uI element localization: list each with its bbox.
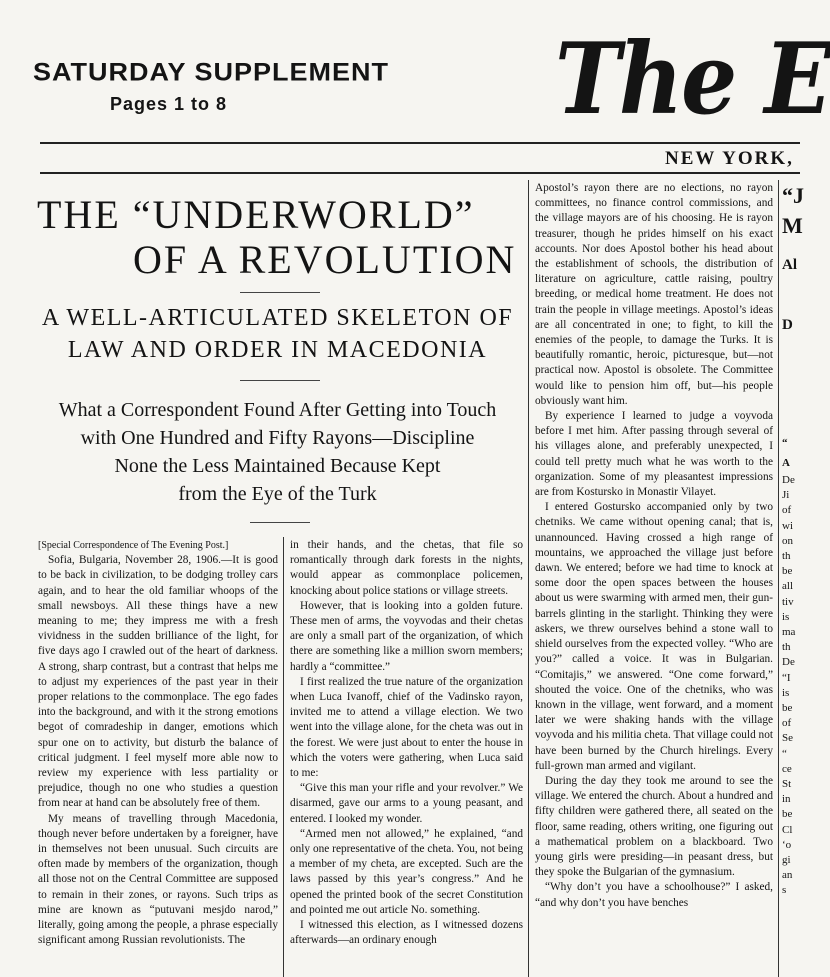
headline-rule xyxy=(240,292,320,293)
fragment-top-3: Al xyxy=(782,257,797,273)
fragment-side-line: “I xyxy=(782,671,791,684)
right-edge-fragments xyxy=(782,183,804,977)
correspondence-credit: [Special Correspondence of The Evening Post.] xyxy=(38,540,229,551)
fragment-side-line: an xyxy=(782,869,793,882)
column-divider-lower xyxy=(283,537,284,977)
article-column-3 xyxy=(535,181,773,977)
fragment-top-6: A xyxy=(782,457,790,469)
fragment-side-list xyxy=(782,473,800,899)
fragment-side-line: ce xyxy=(782,762,792,775)
fragment-side-line: on xyxy=(782,534,793,547)
col3-paragraph-2: By experience I learned to judge a voyvoda before I met him. After passing through several of his villages alone, and preferably unexpected, I could tell pretty much what he was worth to the organization. Some of my pleasantest impressions are from Kostursko in Monastir Vilayet. xyxy=(535,410,773,499)
fragment-side-line: tiv xyxy=(782,595,794,608)
fragment-top-4: D xyxy=(782,317,793,333)
col3-paragraph-5: “Why don’t you have a schoolhouse?” I asked, “and why don’t you have benches xyxy=(535,881,773,909)
subhead-rule xyxy=(240,380,320,381)
deck-line-4: from the Eye of the Turk xyxy=(178,483,377,505)
deck-line-2: with One Hundred and Fifty Rayons—Discipline xyxy=(80,427,475,449)
fragment-side-line: wi xyxy=(782,519,793,532)
col2-paragraph-1: in their hands, and the chetas, that file so romantically through dark forests in the nights, would appear as commonplace policemen, knocking about police stations or village streets. xyxy=(290,539,523,597)
fragment-side-line: is xyxy=(782,686,790,699)
col2-paragraph-3: I first realized the true nature of the organization when Luca Ivanoff, chief of the Vadinsko rayon, invited me to attend a village election. We two went into the village alone, for the cheta was out in the forest. We were just about to enter the house in which the voters were gathering, when Luca said to me: xyxy=(290,675,523,780)
col2-paragraph-5: “Armed men not allowed,” he explained, “and only one representative of the cheta. You, not being a member of my cheta, are excepted. Such are the laws passed by this year’s congress.” And he opened the printed book of the secret Constitution and pointed me out article No. something. xyxy=(290,827,523,916)
article-column-1 xyxy=(38,538,278,977)
subhead-line-2: LAW AND ORDER IN MACEDONIA xyxy=(67,337,488,363)
fragment-side-line: De xyxy=(782,656,795,669)
fragment-side-line: be xyxy=(782,702,793,715)
fragment-top-5: “ xyxy=(782,437,788,449)
column-divider-main xyxy=(528,180,529,977)
fragment-side-line: be xyxy=(782,565,793,578)
article-column-2 xyxy=(290,538,523,977)
masthead-rule-bottom xyxy=(40,172,800,174)
fragment-side-line: Ji xyxy=(782,489,790,502)
fragment-side-line: in xyxy=(782,793,791,806)
fragment-side-line: ma xyxy=(782,626,796,639)
masthead-rule-top xyxy=(40,142,800,144)
deck-line-3: None the Less Maintained Because Kept xyxy=(114,455,441,477)
dateline: NEW YORK, xyxy=(665,148,794,169)
fragment-side-line: St xyxy=(782,778,792,791)
fragment-top-1: “J xyxy=(782,183,804,208)
headline-line-1: THE “UNDERWORLD” xyxy=(37,192,475,237)
fragment-side-line: of xyxy=(782,717,792,730)
newspaper-nameplate: The E xyxy=(555,22,830,137)
fragment-side-line: “ xyxy=(782,747,787,760)
fragment-top-2: M xyxy=(782,213,803,238)
col3-paragraph-1: Apostol’s rayon there are no elections, no rayon committees, no finance control commissions, and the village mayors are of his choosing. He is rayon treasurer, though he prides himself on his exact accounts. Nor does Apostol bother his head about the establishment of schools, the distribution of literature on agriculture, cattle raising, poultry breeding, or medical home treatment. He does not train the people in village meetings. Apostol’s ideas are all concentrated in one; to fight, to kill the enemies of the people, to damage the Turks. It is beautifully romantic, heroic, picturesque, but—not practical now. Apostol is obsolete. The Committee would like to pension him off, but—his people obviously want him. xyxy=(535,182,773,407)
col2-paragraph-2: However, that is looking into a golden future. These men of arms, the voyvodas and their chetas are only a small part of the organization, of which there are something like a million sworn members; hardly a “committee.” xyxy=(290,599,523,673)
fragment-side-line: s xyxy=(782,884,787,897)
col1-paragraph-1: Sofia, Bulgaria, November 28, 1906.—It is good to be back in civilization, to be dodging trolley cars again, and to hear the old familiar whoops of the small newsboys. All these things have a new meaning to me; they impress me with a fresh vividness in the sudden brilliance of the light, for five days ago I crawled out of the heart of darkness. A strong, sharp contrast, but a contrast that helps me to adjust my experiences of the past year in their proper relations to the commonplace. The ego fades into the background, and with it the strong emotions begot of comradeship in danger, emotions which spur one on to activity, but disturb the balance of critical judgment. I feel myself more able now to review my experience with less partiality or prejudice, though no one who studies a question from near at hand can be absolutely free of them. xyxy=(38,554,278,810)
col2-paragraph-4: “Give this man your rifle and your revolver.” We disarmed, gave our arms to a young peasant, and entered. I looked my wonder. xyxy=(290,782,523,825)
fragment-side-line: of xyxy=(782,504,792,517)
fragment-side-line: gi xyxy=(782,854,791,867)
deck-rule xyxy=(250,522,310,523)
fragment-side-line: th xyxy=(782,550,791,563)
column-divider-right xyxy=(778,180,779,977)
pages-label: Pages 1 to 8 xyxy=(110,94,228,114)
supplement-label: SATURDAY SUPPLEMENT xyxy=(33,58,390,86)
col2-paragraph-6: I witnessed this election, as I witnessed dozens afterwards—an ordinary enough xyxy=(290,919,523,947)
fragment-side-line: ‘o xyxy=(782,838,792,851)
fragment-side-line: th xyxy=(782,641,791,654)
subhead-line-1: A WELL-ARTICULATED SKELETON OF xyxy=(41,305,514,331)
col3-paragraph-3: I entered Gostursko accompanied only by two chetniks. We came without opening canal; that is, unannounced. Having crossed a high range of mountains, we approached the village just before dawn. We entered; before we had time to knock at some door the open spaces between the houses about us were swarming with armed men, their gun-barrels glinting in the starlight. Thinking they were askers, we threw ourselves behind a stone wall to shield ourselves from the expected volley. “Who are you?” called a voice. It was in Bulgarian. “Comitajis,” we answered. “One come forward,” shouted the voice. One of the chetniks, who was known in the village, went forward, and a moment later we were shaking hands with the village voyvoda and his militia cheta. That village could not have been burned by the Church hirelings. Every full-grown man armed and vigilant. xyxy=(535,501,773,772)
col3-paragraph-4: During the day they took me around to see the village. We entered the church. About a hundred and fifty children were gathered there, all seated on the floor, same reading, others writing, one figuring out a mathematical problem on a blackboard. Two young girls were presiding—in peasant dress, but they spoke the Bulgarian of the gymnasium. xyxy=(535,774,773,879)
fragment-side-line: Se xyxy=(782,732,793,745)
fragment-side-line: all xyxy=(782,580,793,593)
deck-line-1: What a Correspondent Found After Getting into Touch xyxy=(58,399,497,421)
fragment-side-line: Cl xyxy=(782,823,793,836)
fragment-side-line: be xyxy=(782,808,793,821)
fragment-side-line: De xyxy=(782,474,795,486)
col1-paragraph-2: My means of travelling through Macedonia, though never before undertaken by a foreigner, have in themselves not been unusual. Such circuits are often made by members of the organization, though all those not on the Central Committee are supposed to remain in their zones, or rayons. Such trips as mine are known as “putuvani mesjdo narod,” literally, going among the people, a phrase especially significant among Russian revolutionists. The xyxy=(38,812,278,947)
headline-line-2: OF A REVOLUTION xyxy=(133,237,517,282)
fragment-side-line: is xyxy=(782,610,790,623)
